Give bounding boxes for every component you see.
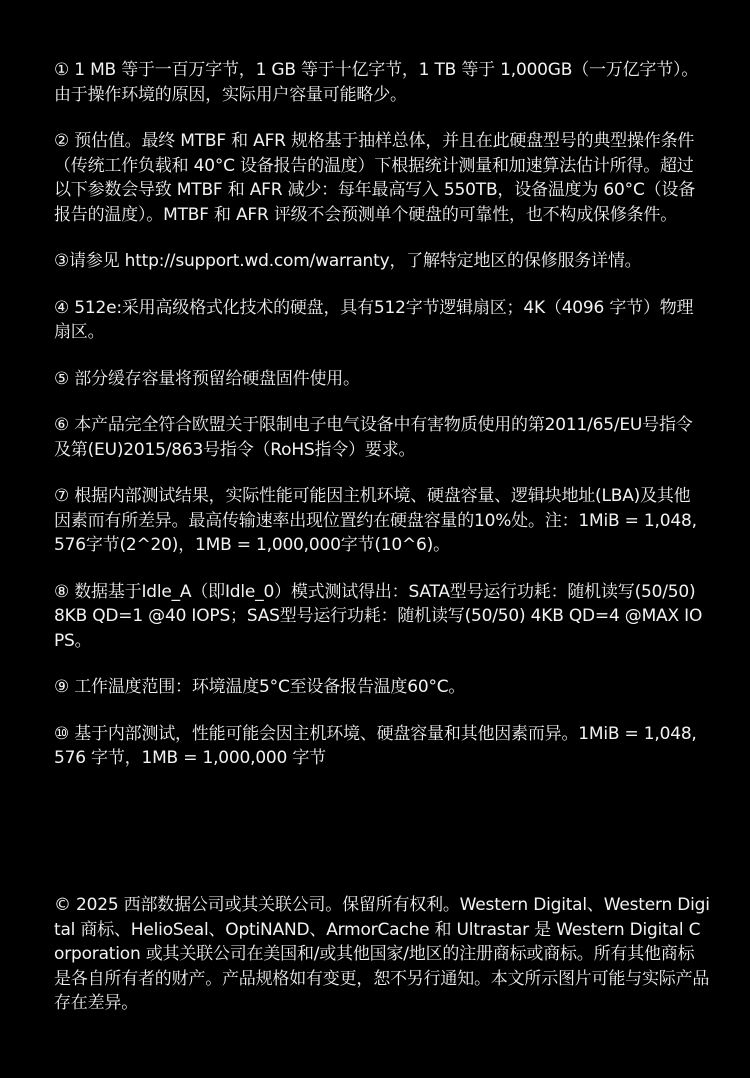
copyright-notice: © 2025 西部数据公司或其关联公司。保留所有权利。Western Digital、Western Digital 商标、HelioSeal、OptiNAND、ArmorCache 和 Ultrastar 是 Western Digital Corporation 或其关联公司在美国和/或其他国家/地区的注册商标或商标。所有其他商标是各自所有者的财产。产品规格如有变更，恕不另行通知。本文所示图片可能与实际产品存在差异。 (54, 895, 710, 1013)
footnote-2: ② 预估值。最终 MTBF 和 AFR 规格基于抽样总体，并且在此硬盘型号的典型操作条件（传统工作负载和 40°C 设备报告的温度）下根据统计测量和加速算法估计所得。超过以下参数会导致 MTBF 和 AFR 减少：每年最高写入 550TB，设备温度为 60°C（设备报告的温度）。MTBF 和 AFR 评级不会预测单个硬盘的可靠性，也不构成保修条件。 (54, 131, 696, 225)
footnote-3: ③请参见 http://support.wd.com/warranty，了解特定地区的保修服务详情。 (54, 251, 642, 271)
footnote-5: ⑤ 部分缓存容量将预留给硬盘固件使用。 (54, 368, 360, 389)
footnote-9: ⑨ 工作温度范围：环境温度5°C至设备报告温度60°C。 (54, 677, 466, 697)
footnote-1: ① 1 MB 等于一百万字节，1 GB 等于十亿字节，1 TB 等于 1,000GB（一万亿字节）。由于操作环境的原因，实际用户容量可能略少。 (54, 60, 699, 105)
footnote-6: ⑥ 本产品完全符合欧盟关于限制电子电气设备中有害物质使用的第2011/65/EU号指令及第(EU)2015/863号指令（RoHS指令）要求。 (54, 415, 693, 460)
footnote-7: ⑦ 根据内部测试结果，实际性能可能因主机环境、硬盘容量、逻辑块地址(LBA)及其他因素而有所差异。最高传输速率出现位置约在硬盘容量的10%处。注：1MiB = 1,048,576字节(2^20)，1MB = 1,000,000字节(10^6)。 (54, 486, 697, 555)
footnote-4: ④ 512e:采用高级格式化技术的硬盘，具有512字节逻辑扇区；4K（4096 字节）物理扇区。 (54, 297, 694, 342)
footnote-8: ⑧ 数据基于Idle_A（即Idle_0）模式测试得出：SATA型号运行功耗：随机读写(50/50) 8KB QD=1 @40 IOPS；SAS型号运行功耗：随机读写(50/50) 4KB QD=4 @MAX IOPS。 (54, 581, 703, 651)
footnotes-list (54, 58, 706, 793)
footnote-10: ⑩ 基于内部测试，性能可能会因主机环境、硬盘容量和其他因素而异。1MiB = 1,048,576 字节，1MB = 1,000,000 字节 (54, 723, 697, 768)
